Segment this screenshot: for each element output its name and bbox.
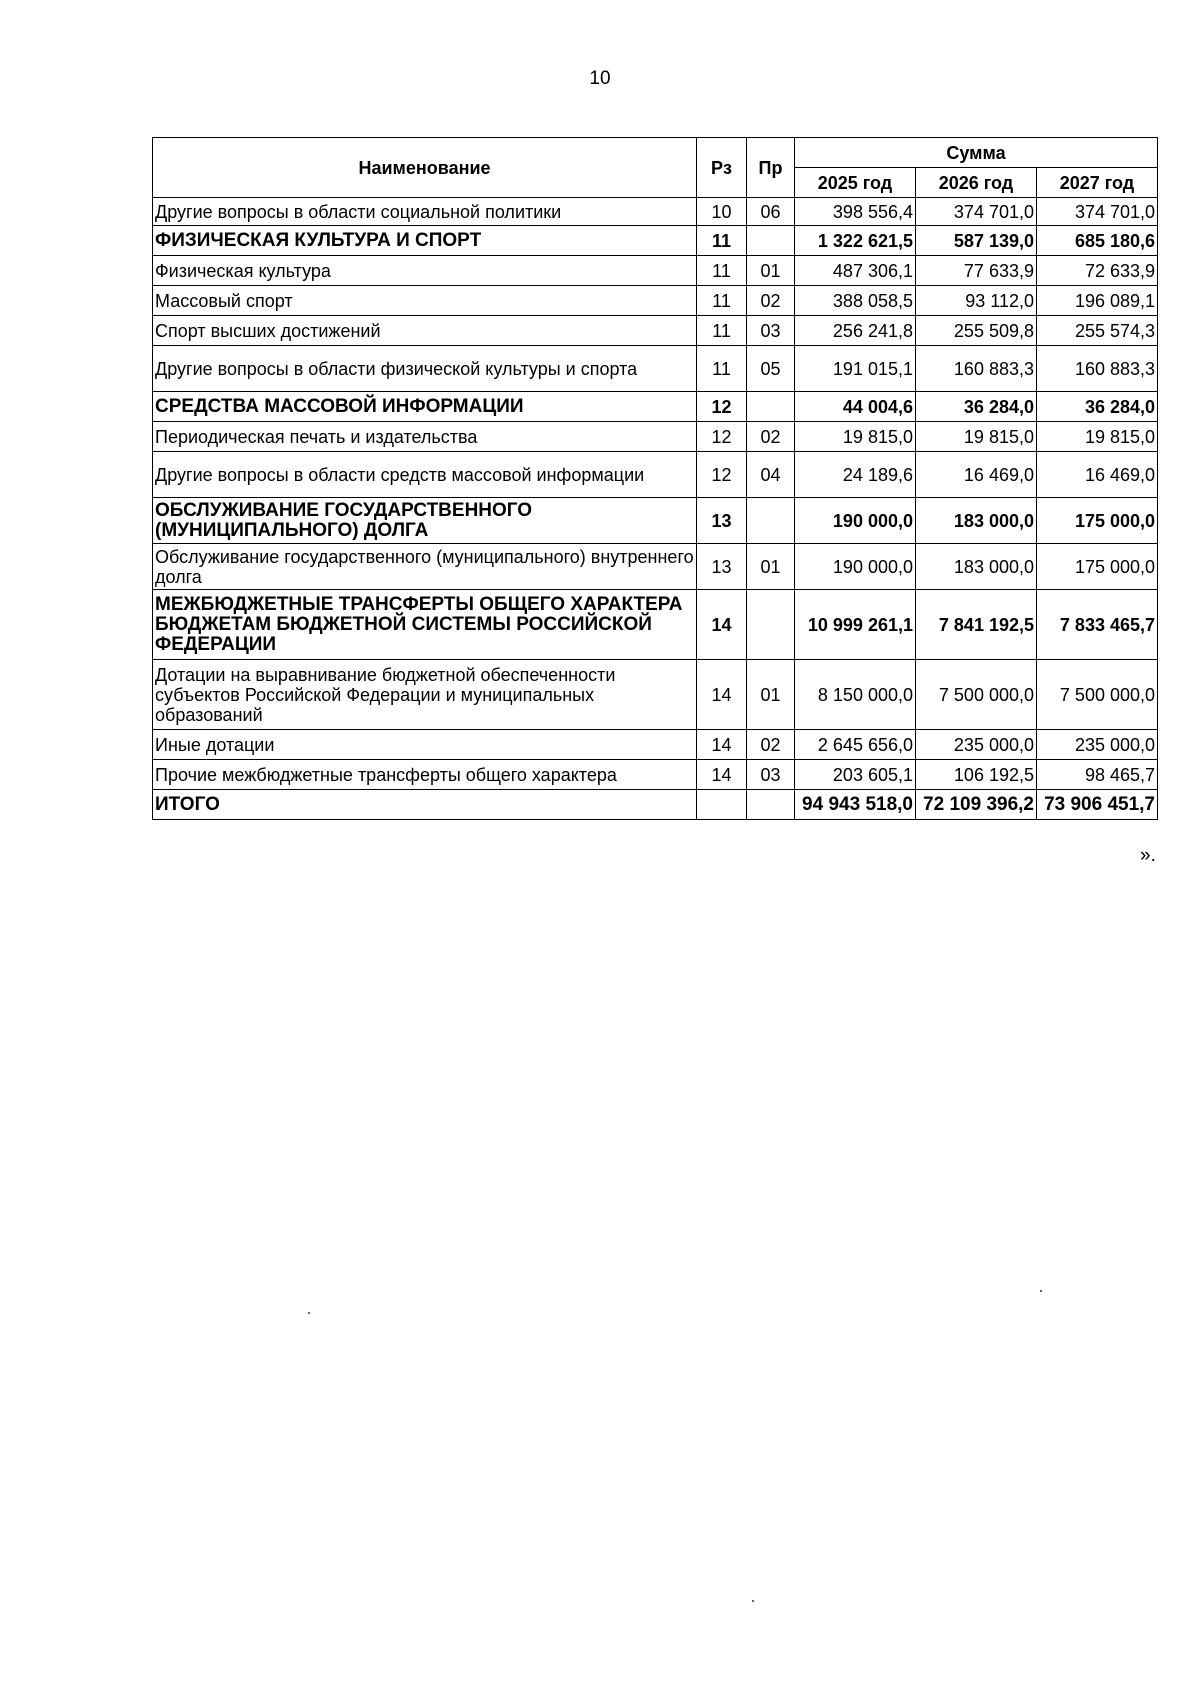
- row-value-2025: 44 004,6: [795, 392, 916, 422]
- row-name: Массовый спорт: [153, 286, 697, 316]
- row-value-2027: 196 089,1: [1037, 286, 1158, 316]
- row-value-2027: 235 000,0: [1037, 730, 1158, 760]
- row-value-2027: 19 815,0: [1037, 422, 1158, 452]
- row-rz: 11: [697, 286, 747, 316]
- row-name: Другие вопросы в области физической культуры и спорта: [153, 346, 697, 392]
- row-value-2027: 98 465,7: [1037, 760, 1158, 790]
- row-name: Другие вопросы в области средств массовой информации: [153, 452, 697, 498]
- row-value-2027: 7 500 000,0: [1037, 660, 1158, 730]
- row-rz: 14: [697, 660, 747, 730]
- total-row: [153, 790, 1158, 820]
- total-rz: [697, 790, 747, 820]
- row-value-2025: 191 015,1: [795, 346, 916, 392]
- page-number: 10: [589, 68, 611, 89]
- row-pr: 02: [747, 286, 795, 316]
- row-pr: 06: [747, 198, 795, 226]
- table-row: [153, 422, 1158, 452]
- row-value-2025: 203 605,1: [795, 760, 916, 790]
- table-row: [153, 392, 1158, 422]
- row-pr: [747, 498, 795, 544]
- row-rz: 12: [697, 392, 747, 422]
- row-value-2025: 190 000,0: [795, 544, 916, 590]
- row-value-2026: 183 000,0: [916, 544, 1037, 590]
- row-value-2026: 183 000,0: [916, 498, 1037, 544]
- row-pr: 02: [747, 422, 795, 452]
- header-year-2025: 2025 год: [795, 168, 916, 198]
- row-value-2025: 190 000,0: [795, 498, 916, 544]
- row-name: Обслуживание государственного (муниципального) внутреннего долга: [153, 544, 697, 590]
- row-value-2026: 7 500 000,0: [916, 660, 1037, 730]
- row-value-2025: 256 241,8: [795, 316, 916, 346]
- row-value-2027: 175 000,0: [1037, 544, 1158, 590]
- row-value-2026: 374 701,0: [916, 198, 1037, 226]
- row-pr: 01: [747, 544, 795, 590]
- row-value-2026: 93 112,0: [916, 286, 1037, 316]
- row-value-2025: 8 150 000,0: [795, 660, 916, 730]
- row-pr: [747, 226, 795, 256]
- row-value-2026: 255 509,8: [916, 316, 1037, 346]
- row-value-2025: 19 815,0: [795, 422, 916, 452]
- row-name: Периодическая печать и издательства: [153, 422, 697, 452]
- table-body: [153, 198, 1158, 790]
- table-row: [153, 226, 1158, 256]
- row-pr: 02: [747, 730, 795, 760]
- total-2027: 73 906 451,7: [1037, 790, 1158, 820]
- table-row: [153, 760, 1158, 790]
- row-pr: 01: [747, 660, 795, 730]
- header-year-2026: 2026 год: [916, 168, 1037, 198]
- row-value-2026: 19 815,0: [916, 422, 1037, 452]
- row-name: Другие вопросы в области социальной политики: [153, 198, 697, 226]
- row-pr: 01: [747, 256, 795, 286]
- budget-table: [152, 137, 1158, 820]
- row-rz: 12: [697, 422, 747, 452]
- row-name: МЕЖБЮДЖЕТНЫЕ ТРАНСФЕРТЫ ОБЩЕГО ХАРАКТЕРА БЮДЖЕТАМ БЮДЖЕТНОЙ СИСТЕМЫ РОССИЙСКОЙ ФЕДЕРАЦИИ: [153, 590, 697, 660]
- row-value-2025: 2 645 656,0: [795, 730, 916, 760]
- row-value-2025: 398 556,4: [795, 198, 916, 226]
- table-row: [153, 286, 1158, 316]
- row-rz: 13: [697, 498, 747, 544]
- total-2025: 94 943 518,0: [795, 790, 916, 820]
- row-value-2026: 160 883,3: [916, 346, 1037, 392]
- row-value-2027: 175 000,0: [1037, 498, 1158, 544]
- row-rz: 14: [697, 730, 747, 760]
- header-sum: Сумма: [795, 138, 1158, 168]
- row-pr: 03: [747, 760, 795, 790]
- row-value-2027: 160 883,3: [1037, 346, 1158, 392]
- row-value-2025: 487 306,1: [795, 256, 916, 286]
- row-value-2027: 685 180,6: [1037, 226, 1158, 256]
- table-row: [153, 256, 1158, 286]
- table-row: [153, 346, 1158, 392]
- scan-speck: [752, 1600, 754, 1602]
- row-rz: 11: [697, 316, 747, 346]
- table-row: [153, 660, 1158, 730]
- row-rz: 11: [697, 226, 747, 256]
- row-name: ФИЗИЧЕСКАЯ КУЛЬТУРА И СПОРТ: [153, 226, 697, 256]
- row-value-2026: 16 469,0: [916, 452, 1037, 498]
- row-rz: 11: [697, 256, 747, 286]
- row-value-2025: 10 999 261,1: [795, 590, 916, 660]
- row-rz: 10: [697, 198, 747, 226]
- table-row: [153, 198, 1158, 226]
- row-value-2027: 16 469,0: [1037, 452, 1158, 498]
- row-value-2025: 388 058,5: [795, 286, 916, 316]
- row-name: СРЕДСТВА МАССОВОЙ ИНФОРМАЦИИ: [153, 392, 697, 422]
- table-row: [153, 316, 1158, 346]
- row-name: Физическая культура: [153, 256, 697, 286]
- table-row: [153, 730, 1158, 760]
- row-pr: 05: [747, 346, 795, 392]
- table-header: [153, 138, 1158, 198]
- row-value-2027: 72 633,9: [1037, 256, 1158, 286]
- row-name: ОБСЛУЖИВАНИЕ ГОСУДАРСТВЕННОГО (МУНИЦИПАЛЬНОГО) ДОЛГА: [153, 498, 697, 544]
- row-name: Дотации на выравнивание бюджетной обеспеченности субъектов Российской Федерации и муниципальных образований: [153, 660, 697, 730]
- scan-speck: [308, 1312, 310, 1314]
- row-value-2027: 36 284,0: [1037, 392, 1158, 422]
- row-rz: 13: [697, 544, 747, 590]
- table-footer: [153, 790, 1158, 820]
- table-row: [153, 498, 1158, 544]
- row-value-2027: 7 833 465,7: [1037, 590, 1158, 660]
- row-value-2026: 77 633,9: [916, 256, 1037, 286]
- row-rz: 14: [697, 760, 747, 790]
- row-value-2026: 106 192,5: [916, 760, 1037, 790]
- total-2026: 72 109 396,2: [916, 790, 1037, 820]
- row-pr: [747, 392, 795, 422]
- row-rz: 11: [697, 346, 747, 392]
- table-row: [153, 590, 1158, 660]
- total-label: ИТОГО: [153, 790, 697, 820]
- row-name: Иные дотации: [153, 730, 697, 760]
- closing-quote-mark: ».: [1140, 845, 1156, 866]
- row-value-2025: 1 322 621,5: [795, 226, 916, 256]
- row-name: Прочие межбюджетные трансферты общего характера: [153, 760, 697, 790]
- row-pr: 03: [747, 316, 795, 346]
- header-pr: Пр: [747, 138, 795, 198]
- header-name: Наименование: [153, 138, 697, 198]
- table-row: [153, 452, 1158, 498]
- row-rz: 14: [697, 590, 747, 660]
- table-row: [153, 544, 1158, 590]
- total-pr: [747, 790, 795, 820]
- row-pr: 04: [747, 452, 795, 498]
- scan-speck: [1040, 1290, 1042, 1292]
- row-value-2026: 235 000,0: [916, 730, 1037, 760]
- row-value-2027: 374 701,0: [1037, 198, 1158, 226]
- row-value-2026: 36 284,0: [916, 392, 1037, 422]
- row-value-2027: 255 574,3: [1037, 316, 1158, 346]
- row-value-2026: 587 139,0: [916, 226, 1037, 256]
- row-rz: 12: [697, 452, 747, 498]
- row-value-2026: 7 841 192,5: [916, 590, 1037, 660]
- header-rz: Рз: [697, 138, 747, 198]
- row-name: Спорт высших достижений: [153, 316, 697, 346]
- row-value-2025: 24 189,6: [795, 452, 916, 498]
- row-pr: [747, 590, 795, 660]
- header-year-2027: 2027 год: [1037, 168, 1158, 198]
